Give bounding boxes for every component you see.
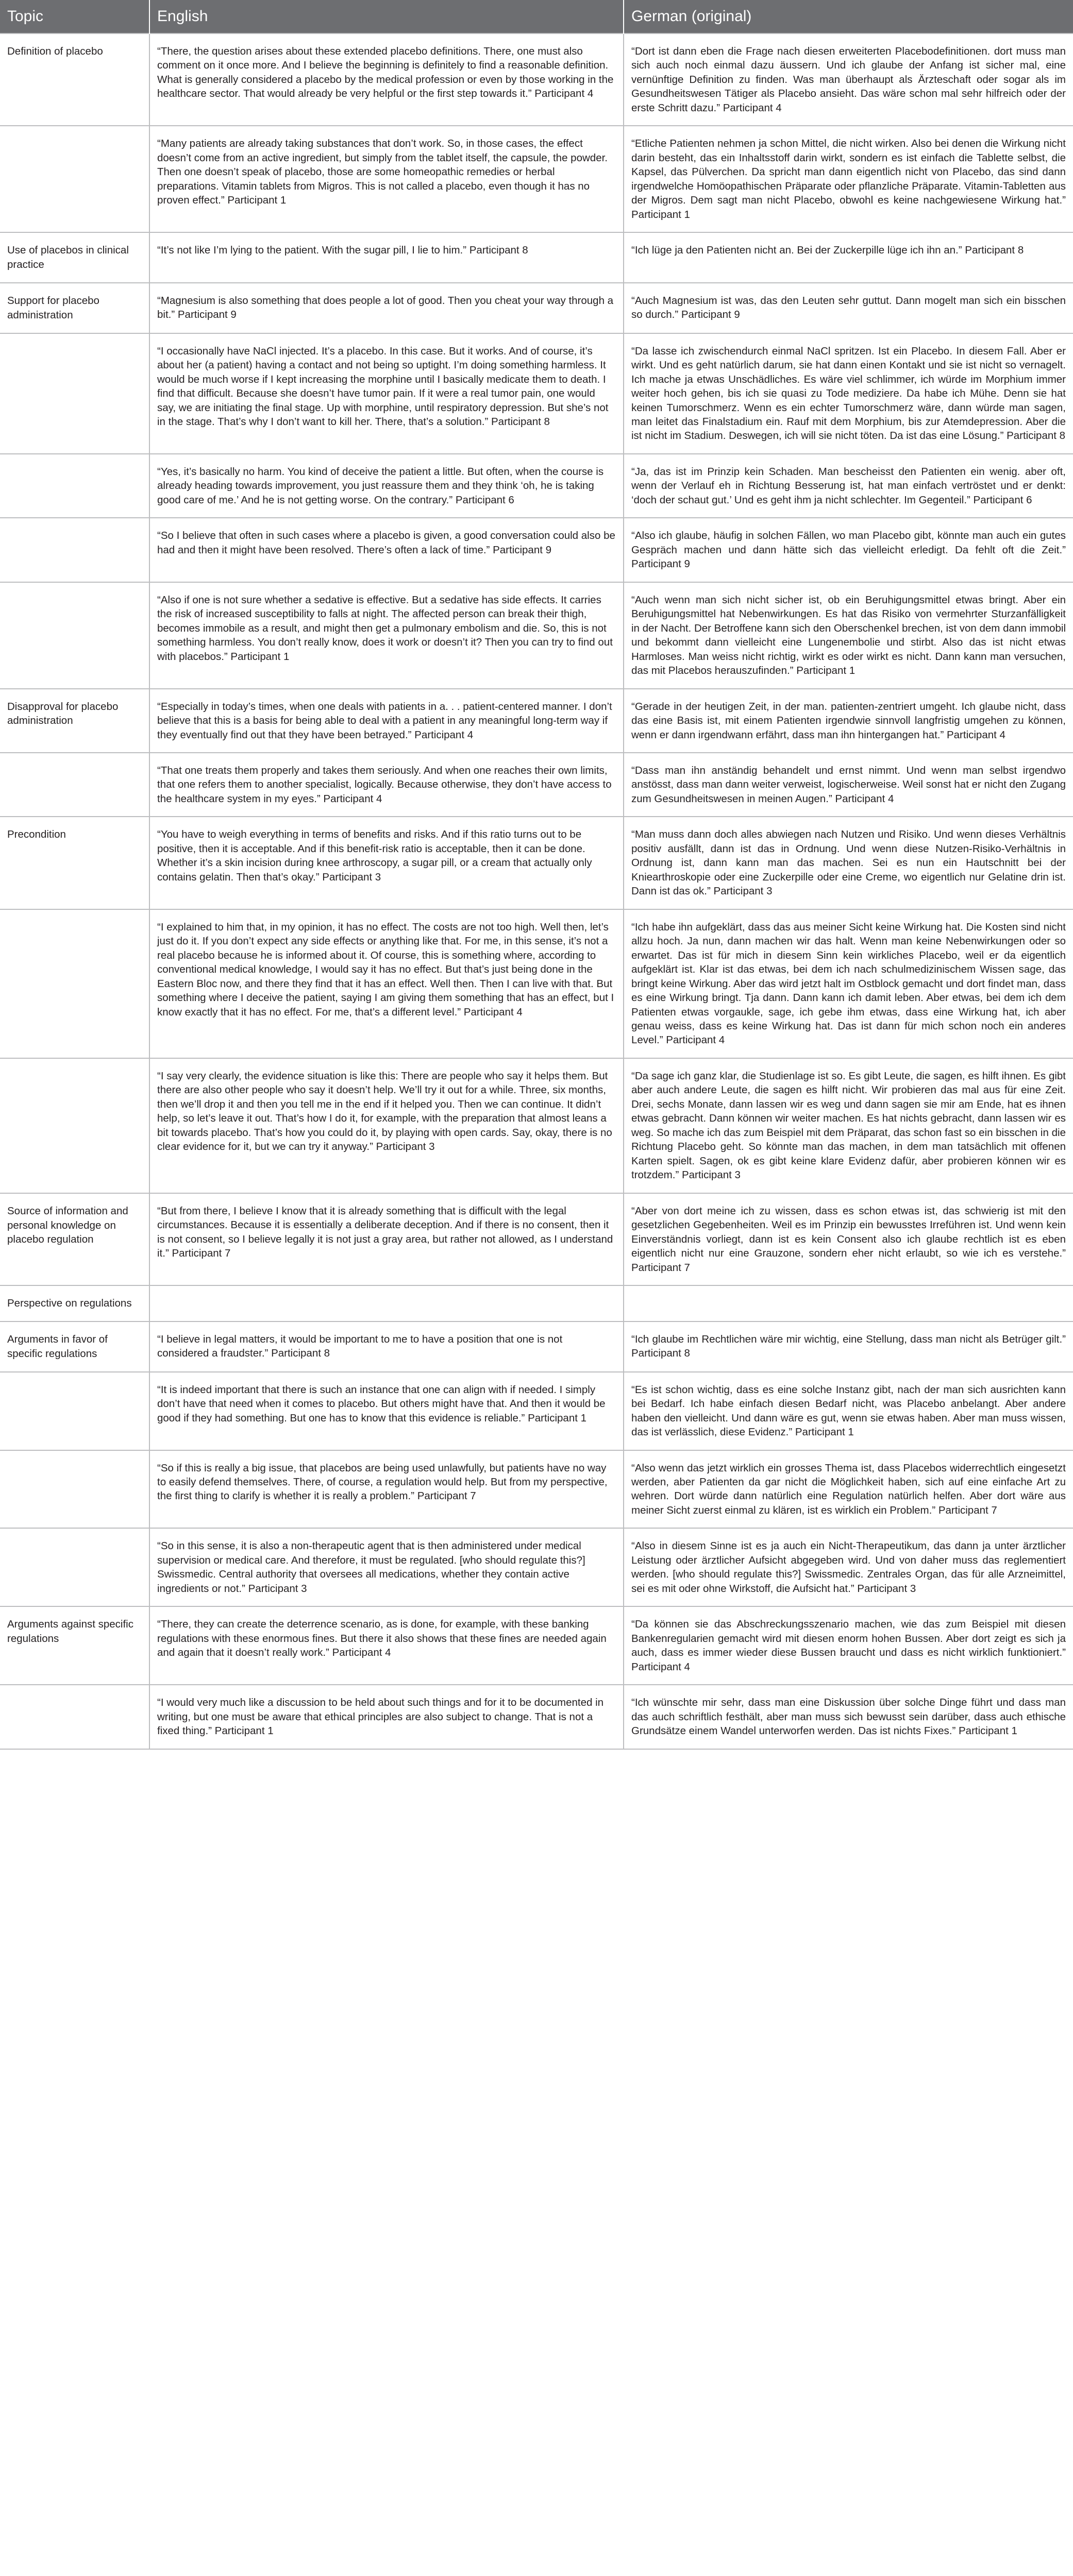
german-quote-cell: “Gerade in der heutigen Zeit, in der man. patienten-zentriert umgeht. Ich glaube nicht, dass das eine Basis ist, mit einem Patienten irgendwie sinnvoll langfristig umgehen zu können, wenn er dann irgendwann erfährt, dass man ihn hintergangen hat.” Participant 4 [624,689,1073,753]
english-quote-cell: “I believe in legal matters, it would be important to me to have a position that one is not considered a fraudster.” Participant 8 [149,1321,624,1372]
german-quote-cell: “Also wenn das jetzt wirklich ein grosses Thema ist, dass Placebos widerrechtlich eingesetzt werden, aber Patienten da gar nicht die Möglichkeit haben, sich auf eine einfache Art zu wehren. Dort würde dann natürlich eine Regulation natürlich helfen. Aber dort wäre aus meiner Sicht zuerst einmal zu klären, ist es wirklich ein Problem.” Participant 7 [624,1450,1073,1529]
english-quote-cell: “I would very much like a discussion to be held about such things and for it to be documented in writing, but one must be aware that ethical principles are also subject to change. That is not a fixed thing.” Participant 1 [149,1685,624,1749]
topic-cell: Use of placebos in clinical practice [0,232,149,283]
table-row [0,1528,1073,1606]
english-quote-cell [149,1285,624,1321]
table-header [0,0,1073,33]
table-row [0,454,1073,518]
english-quote-cell: “Yes, it’s basically no harm. You kind of deceive the patient a little. But often, when the course is already heading towards improvement, you just reassure them and they think ‘oh, he is taking good care of me.’ And he is not getting worse. On the contrary.” Participant 6 [149,454,624,518]
table-body [0,33,1073,1749]
topic-cell [0,518,149,582]
english-quote-cell: “That one treats them properly and takes them seriously. And when one reaches their own limits, that one refers them to another specialist, logically. Because otherwise, they don’t have access to the healthcare system in my eyes.” Participant 4 [149,753,624,817]
header-german: German (original) [624,0,1073,33]
english-quote-cell: “I occasionally have NaCl injected. It’s a placebo. In this case. But it works. And of course, it’s about her (a patient) having a contact and not being so uptight. I’m doing something harmless. It would be much worse if I kept increasing the morphine until I basically medicate them to death. I find that difficult. Because she doesn’t have tumor pain. If it were a real tumor pain, one would say, we are initiating the final stage. Up with morphine, until respiratory depression. But she’s not in the stage. That’s why I don’t want to kill her. There, that’s a solution.” Participant 8 [149,333,624,454]
table-row [0,126,1073,232]
table-row [0,518,1073,582]
topic-cell [0,1685,149,1749]
english-quote-cell: “Also if one is not sure whether a sedative is effective. But a sedative has side effects. It carries the risk of increased susceptibility to falls at night. The affected person can break their thigh, becomes immobile as a result, and might then get a pulmonary embolism and die. So, this is not something harmless. You don’t really know, does it work or doesn’t it? Then you can try to find out with placebos.” Participant 1 [149,582,624,689]
english-quote-cell: “Many patients are already taking substances that don’t work. So, in those cases, the effect doesn’t come from an active ingredient, but simply from the tablet itself, the capsule, the powder. Then one doesn’t speak of placebo, those are some homeopathic remedies or herbal preparations. Vitamin tablets from Migros. This is not called a placebo, even though it has no proven effect.” Participant 1 [149,126,624,232]
german-quote-cell: “Da sage ich ganz klar, die Studienlage ist so. Es gibt Leute, die sagen, es hilft ihnen. Es gibt aber auch andere Leute, die sagen es hilft nicht. Wir probieren das mal aus für eine Zeit. Drei, sechs Monate, dann lassen wir es weg und dann sagen sie mir am Ende, hat es ihnen etwas gebracht. Dann können wir weiter machen. Es hat nichts gebracht, dann lassen wir es weg. So mache ich das zum Beispiel mit dem Präparat, das schon fast so ein bisschen in die Richtung Placebo geht. So könnte man das machen, in dem man tatsächlich mit offenen Karten spielt. Sagen, ok es gibt keine klare Evidenz dafür, aber probieren können wir es trotzdem.” Participant 3 [624,1058,1073,1193]
topic-cell: Perspective on regulations [0,1285,149,1321]
german-quote-cell: “Ich habe ihn aufgeklärt, dass das aus meiner Sicht keine Wirkung hat. Die Kosten sind nicht allzu hoch. Ja nun, dann machen wir das halt. Wenn man keine Nebenwirkungen oder so erwartet. Das ist für mich in diesem Sinn kein wirkliches Placebo, weil er da eigentlich aufgeklärt ist. Klar ist das etwas, bei dem ich nach schulmedizinischem Wissen sage, das bringt keine Wirkung. Aber das wird jetzt halt im Ostblock gemacht und dort findet man, dass es eine Wirkung bringt. Tja dann. Dann kann ich damit leben. Aber etwas, bei dem ich dem Patienten etwas vorgaukle, sage, ich gebe ihm etwas, dass eine Wirkung hat, ich aber genau weiss, dass es keine Wirkung hat. Das ist dann für mich schon noch ein anderes Level.” Participant 4 [624,909,1073,1058]
english-quote-cell: “Especially in today’s times, when one deals with patients in a. . . patient-centered manner. I don’t believe that this is a basis for being able to deal with a patient in any meaningful long-term way if they eventually find out that they have been betrayed.” Participant 4 [149,689,624,753]
table-row [0,333,1073,454]
german-quote-cell: “Dass man ihn anständig behandelt und ernst nimmt. Und wenn man selbst irgendwo anstösst, dass man dann weiter verweist, logischerweise. Weil sonst hat er nicht den Zugang zum Gesundheitswesen in meinen Augen.” Participant 4 [624,753,1073,817]
topic-cell [0,1528,149,1606]
topic-cell [0,454,149,518]
german-quote-cell: “Ich wünschte mir sehr, dass man eine Diskussion über solche Dinge führt und dass man das auch schriftlich festhält, aber man muss sich bewusst sein darüber, dass auch ethische Grundsätze einem Wandel unterworfen werden. Das ist nichts Fixes.” Participant 1 [624,1685,1073,1749]
table-row [0,1193,1073,1285]
topic-cell: Precondition [0,817,149,909]
topic-cell: Definition of placebo [0,33,149,126]
topic-cell [0,909,149,1058]
table-row [0,753,1073,817]
table-row [0,582,1073,689]
table-row [0,33,1073,126]
german-quote-cell: “Aber von dort meine ich zu wissen, dass es schon etwas ist, das schwierig ist mit den gesetzlichen Gegebenheiten. Weil es im Prinzip ein bewusstes Irreführen ist. Und wenn kein Einverständnis vorliegt, dann ist es kein Consent also ich glaube rechtlich ist es eben eigentlich nicht nur eine Grauzone, sondern eher nicht erlaubt, so wie ich es verstehe.” Participant 7 [624,1193,1073,1285]
table-row [0,817,1073,909]
english-quote-cell: “I say very clearly, the evidence situation is like this: There are people who say it helps them. But there are also other people who say it doesn’t help. We’ll try it out for a while. Three, six months, then we’ll drop it and then you tell me in the end if it helped you. Then we can continue. It didn’t help, so let’s leave it out. That’s how I do it, for example, with the preparation that almost leans a bit towards placebo. That’s how you could do it, by playing with open cards. Say, okay, there is no clear evidence for it, but we can try it anyway.” Participant 3 [149,1058,624,1193]
german-quote-cell: “Also in diesem Sinne ist es ja auch ein Nicht-Therapeutikum, das dann ja unter ärztlicher Leistung oder ärztlicher Aufsicht abgegeben wird. Und von daher muss das reglementiert werden. [who should regulate this?] Swissmedic. Zentrales Organ, das für alle Arzneimittel, sei es mit oder ohne Wirkstoff, die Aufsicht hat.” Participant 3 [624,1528,1073,1606]
table-row [0,1606,1073,1685]
table-row [0,1450,1073,1529]
table-row [0,1372,1073,1450]
english-quote-cell: “You have to weigh everything in terms of benefits and risks. And if this ratio turns out to be positive, then it is acceptable. And if this benefit-risk ratio is acceptable, then it can be done. Whether it’s a skin incision during knee arthroscopy, a sugar pill, or a cream that actually only contains gelatin. Then that’s okay.” Participant 3 [149,817,624,909]
german-quote-cell: “Ja, das ist im Prinzip kein Schaden. Man bescheisst den Patienten ein wenig. aber oft, wenn der Verlauf eh in Richtung Besserung ist, hat man einfach vertröstet und er denkt: ‘doch der schaut gut.’ Und es geht ihm ja nicht schlechter. Im Gegenteil.” Participant 6 [624,454,1073,518]
topic-cell [0,753,149,817]
german-quote-cell: “Da können sie das Abschreckungsszenario machen, wie das zum Beispiel mit diesen Bankenregularien gemacht wird mit diesen enorm hohen Bussen. Aber dort zeigt es sich ja auch, dass es immer wieder diese Bussen braucht und dass es nicht wirklich funktioniert.” Participant 4 [624,1606,1073,1685]
german-quote-cell: “Dort ist dann eben die Frage nach diesen erweiterten Placebodefinitionen. dort muss man sich auch noch einmal dazu äussern. Und ich glaube der Anfang ist sicher mal, eine vernünftige Definition zu finden. Was man überhaupt als Ärzteschaft oder sogar als im Gesundheitswesen Tätiger als Placebo ansieht. Das wäre schon mal sehr hilfreich oder der erste Schritt dazu.” Participant 4 [624,33,1073,126]
topic-cell: Source of information and personal knowledge on placebo regulation [0,1193,149,1285]
german-quote-cell: “Man muss dann doch alles abwiegen nach Nutzen und Risiko. Und wenn dieses Verhältnis positiv ausfällt, dann ist das in Ordnung. Und wenn diese Nutzen-Risiko-Verhältnis in Ordnung ist, dann kann man das machen. Sei es nun ein Hautschnitt bei der Kniearthroskopie oder eine Zuckerpille oder eine Creme, wo eigentlich nur Gelatine drin ist. Dann ist das ok.” Participant 3 [624,817,1073,909]
english-quote-cell: “It’s not like I’m lying to the patient. With the sugar pill, I lie to him.” Participant 8 [149,232,624,283]
english-quote-cell: “It is indeed important that there is such an instance that one can align with if needed. I simply don’t have that need when it comes to placebo. But others might have that. And then it would be good if they had something. But one has to know that this evidence is reliable.” Participant 1 [149,1372,624,1450]
german-quote-cell: “Ich glaube im Rechtlichen wäre mir wichtig, eine Stellung, dass man nicht als Betrüger gilt.” Participant 8 [624,1321,1073,1372]
table-row [0,689,1073,753]
german-quote-cell: “Es ist schon wichtig, dass es eine solche Instanz gibt, nach der man sich ausrichten kann bei Bedarf. Ich habe einfach diesen Bedarf nicht, was Placebo anbelangt. Aber andere haben den vielleicht. Und dann wäre es gut, wenn sie etwas haben. Aber man muss wissen, das ist verlässlich, diese Evidenz.” Participant 1 [624,1372,1073,1450]
english-quote-cell: “There, they can create the deterrence scenario, as is done, for example, with these banking regulations with these enormous fines. But there it also shows that these fines are needed again and again that it doesn’t really work.” Participant 4 [149,1606,624,1685]
english-quote-cell: “So if this is really a big issue, that placebos are being used unlawfully, but patients have no way to easily defend themselves. There, of course, a regulation would help. But from my perspective, the first thing to clarify is whether it is really a problem.” Participant 7 [149,1450,624,1529]
table-row [0,1285,1073,1321]
header-english: English [149,0,624,33]
english-quote-cell: “I explained to him that, in my opinion, it has no effect. The costs are not too high. Well then, let’s just do it. If you don’t expect any side effects or anything like that. For me, in this sense, it’s not a real placebo because he is informed about it. Of course, this is something where, according to conventional medical knowledge, I would say it has no effect. But that’s just being done in the Eastern Bloc now, and there they find that it has an effect. Well then. Then I can live with that. But something where I deceive the patient, saying I am giving them something that has an effect, but I know exactly that it has no effect. For me, that’s a different level.” Participant 4 [149,909,624,1058]
topic-cell: Disapproval for placebo administration [0,689,149,753]
german-quote-cell: “Ich lüge ja den Patienten nicht an. Bei der Zuckerpille lüge ich ihn an.” Participant 8 [624,232,1073,283]
table-row [0,1058,1073,1193]
german-quote-cell: “Auch Magnesium ist was, das den Leuten sehr guttut. Dann mogelt man sich ein bisschen so durch.” Participant 9 [624,283,1073,333]
table-row [0,909,1073,1058]
topic-cell: Support for placebo administration [0,283,149,333]
table-row [0,283,1073,333]
table-row [0,232,1073,283]
german-quote-cell: “Etliche Patienten nehmen ja schon Mittel, die nicht wirken. Also bei denen die Wirkung nicht darin besteht, das ein Inhaltsstoff darin wirkt, sondern es ist einfach die Tablette selbst, die Kapsel, das Pülverchen. Da spricht man dann eigentlich nicht von Placebo, das sind dann irgendwelche Homöopathischen Präparate oder pflanzliche Präparate. Vitamin-Tabletten aus der Migros. Dem sagt man nicht Placebo, obwohl es keine nachgewiesene Wirkung hat.” Participant 1 [624,126,1073,232]
topic-cell [0,333,149,454]
english-quote-cell: “But from there, I believe I know that it is already something that is difficult with the legal circumstances. Because it is essentially a deliberate deception. And if there is no consent, then it is not consent, so I believe legally it is not just a gray area, but rather not allowed, as I understand it.” Participant 7 [149,1193,624,1285]
table-row [0,1321,1073,1372]
topic-cell [0,126,149,232]
topic-cell [0,1450,149,1529]
english-quote-cell: “Magnesium is also something that does people a lot of good. Then you cheat your way through a bit.” Participant 9 [149,283,624,333]
english-quote-cell: “There, the question arises about these extended placebo definitions. There, one must also comment on it once more. And I believe the beginning is definitely to find a reasonable definition. What is generally considered a placebo by the medical profession or even by those working in the healthcare sector. That would already be very helpful or the first step towards it.” Participant 4 [149,33,624,126]
english-quote-cell: “So in this sense, it is also a non-therapeutic agent that is then administered under medical supervision or medical care. And therefore, it must be regulated. [who should regulate this?] Swissmedic. Central authority that oversees all medications, whether they contain active ingredients or not.” Participant 3 [149,1528,624,1606]
topic-cell [0,1372,149,1450]
table-row [0,1685,1073,1749]
german-quote-cell [624,1285,1073,1321]
header-row [0,0,1073,33]
topic-cell: Arguments in favor of specific regulations [0,1321,149,1372]
topic-cell [0,582,149,689]
german-quote-cell: “Da lasse ich zwischendurch einmal NaCl spritzen. Ist ein Placebo. In diesem Fall. Aber er wirkt. Und es geht natürlich darum, sie hat dann einen Kontakt und sie ist nicht so vernagelt. Ich mache ja etwas Unschädliches. Es wäre viel schlimmer, ich würde im Morphium immer weiter hoch gehen, bis ich sie quasi zu Tode mediziere. Da habe ich Mühe. Denn sie hat keinen Tumorschmerz. Wenn es ein echter Tumorschmerz wäre, dann würde man sagen, man leitet das Finalstadium ein. Rauf mit dem Morphium, bis zur Atemdepression. Aber die ist nicht im Stadium. Deswegen, ich will sie nicht töten. Da ist das eine Lösung.” Participant 8 [624,333,1073,454]
german-quote-cell: “Also ich glaube, häufig in solchen Fällen, wo man Placebo gibt, könnte man auch ein gutes Gespräch machen und dann hätte sich das vielleicht erledigt. Da fehlt oft die Zeit.” Participant 9 [624,518,1073,582]
english-quote-cell: “So I believe that often in such cases where a placebo is given, a good conversation could also be had and then it might have been resolved. There’s often a lack of time.” Participant 9 [149,518,624,582]
topic-cell: Arguments against specific regulations [0,1606,149,1685]
german-quote-cell: “Auch wenn man sich nicht sicher ist, ob ein Beruhigungsmittel etwas bringt. Aber ein Beruhigungsmittel hat Nebenwirkungen. Es hat das Risiko von vermehrter Sturzanfälligkeit in der Nacht. Der Betroffene kann sich den Oberschenkel brechen, ist von dem dann immobil und bekommt dann vielleicht eine Lungenembolie und stirbt. Also das ist nicht etwas Harmloses. Man weiss nicht richtig, wirkt es oder wirkt es nicht. Dann kann man versuchen, das mit Placebos herauszufinden.” Participant 1 [624,582,1073,689]
header-topic: Topic [0,0,149,33]
topic-cell [0,1058,149,1193]
